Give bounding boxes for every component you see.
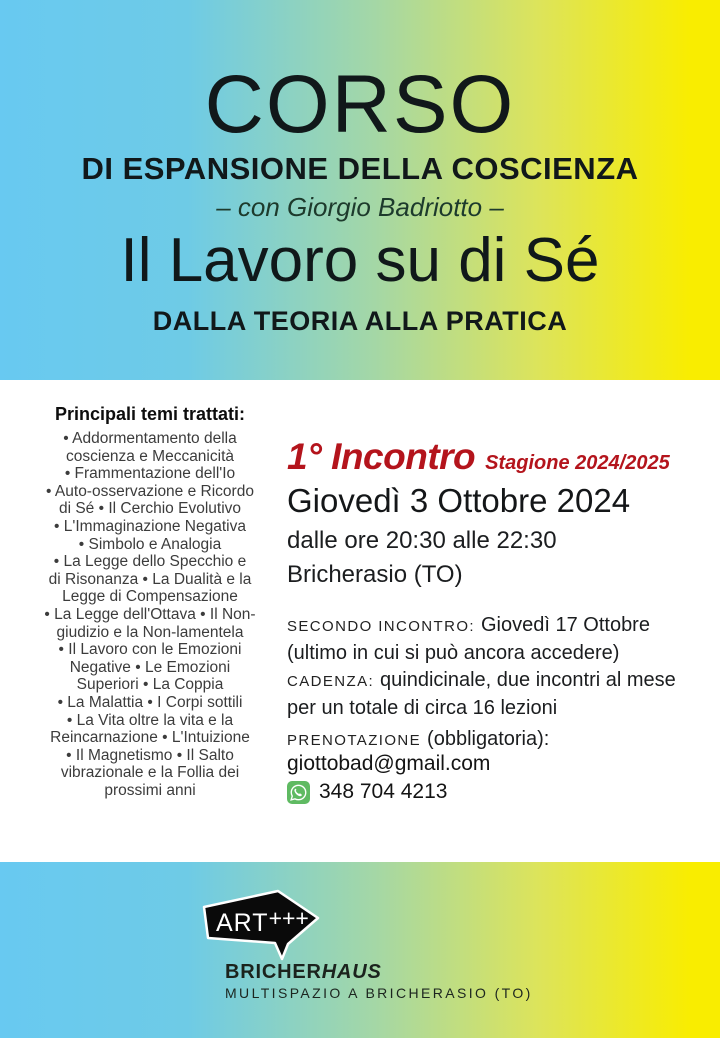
topic-line: Reincarnazione • L'Intuizione — [50, 729, 250, 747]
seminar-title: Il Lavoro su di Sé — [120, 226, 600, 295]
topic-line: giudizio e la Non-lamentela — [56, 623, 244, 641]
second-meeting-label: SECONDO INCONTRO: — [287, 618, 475, 635]
topics-heading: Principali temi trattati: — [54, 404, 246, 424]
whatsapp-contact[interactable] — [287, 780, 447, 804]
booking-note: (obbligatoria): — [427, 728, 550, 750]
topic-line: • La Legge dell'Ottava • Il Non- — [44, 605, 256, 623]
topic-line: vibrazionale e la Follia dei — [60, 764, 240, 782]
cadence-value: quindicinale, due incontri al mese — [380, 669, 676, 691]
topics-panel — [28, 380, 272, 799]
brand-italic: HAUS — [321, 961, 382, 983]
venue-brand — [225, 961, 382, 984]
topic-line: • Simbolo e Analogia — [78, 535, 222, 553]
booking-info — [287, 726, 549, 754]
topic-line: • L'Immaginazione Negativa — [54, 517, 246, 535]
topic-line: • Addormentamento della — [63, 430, 237, 447]
event-time: dalle ore 20:30 alle 22:30 — [287, 527, 557, 554]
topic-line: • Frammentazione dell'Io — [64, 465, 236, 483]
event-date: Giovedì 3 Ottobre 2024 — [287, 482, 631, 519]
season-label: Stagione 2024/2025 — [485, 452, 670, 474]
logo-art-label: ART — [216, 909, 269, 937]
venue-tagline: MULTISPAZIO A BRICHERASIO (TO) — [225, 985, 533, 1001]
topic-line: • La Vita oltre la vita e la — [66, 711, 234, 729]
event-location: Bricherasio (TO) — [287, 561, 463, 588]
cadence-info — [287, 667, 676, 721]
second-meeting-note: (ultimo in cui si può ancora accedere) — [287, 642, 620, 664]
topic-line: Superiori • La Coppia — [76, 676, 224, 694]
topic-line: Legge di Compensazione — [62, 588, 238, 606]
first-meeting-heading — [287, 436, 670, 478]
bottom-gradient-band — [0, 862, 720, 1038]
cadence-note: per un totale di circa 16 lezioni — [287, 697, 558, 719]
course-name-title: CORSO — [204, 59, 516, 150]
topic-line: di Sé • Il Cerchio Evolutivo — [58, 500, 242, 518]
course-name-subtitle: DI ESPANSIONE DELLA COSCIENZA — [81, 151, 639, 186]
brand-regular: BRICHER — [225, 961, 322, 983]
cadence-label: CADENZA: — [287, 673, 375, 690]
instructor-byline: – con Giorgio Badriotto – — [216, 192, 504, 222]
topic-line: • Il Lavoro con le Emozioni — [58, 641, 242, 659]
topic-line: • Il Magnetismo • Il Salto — [66, 746, 234, 764]
whatsapp-icon — [287, 781, 310, 804]
seminar-subtitle: DALLA TEORIA ALLA PRATICA — [152, 306, 568, 336]
meeting-number-title: 1° Incontro — [287, 436, 476, 477]
phone-number: 348 704 4213 — [319, 780, 448, 803]
topic-line: prossimi anni — [104, 781, 196, 799]
second-meeting-info — [287, 612, 650, 666]
booking-label: PRENOTAZIONE — [287, 732, 422, 749]
topic-line: Negative • Le Emozioni — [69, 658, 231, 676]
topic-line: coscienza e Meccanicità — [66, 447, 234, 465]
topic-line: • La Malattia • I Corpi sottili — [57, 693, 243, 711]
topic-line: • Auto-osservazione e Ricordo — [46, 482, 254, 500]
email-link[interactable]: giottobad@gmail.com — [287, 752, 491, 775]
topic-line: di Risonanza • La Dualità e la — [48, 570, 252, 588]
art-logo-text — [216, 905, 309, 938]
second-meeting-date: Giovedì 17 Ottobre — [480, 614, 650, 636]
topic-line: • La Legge dello Specchio e — [53, 553, 247, 571]
logo-plus-marks: +++ — [268, 905, 309, 931]
